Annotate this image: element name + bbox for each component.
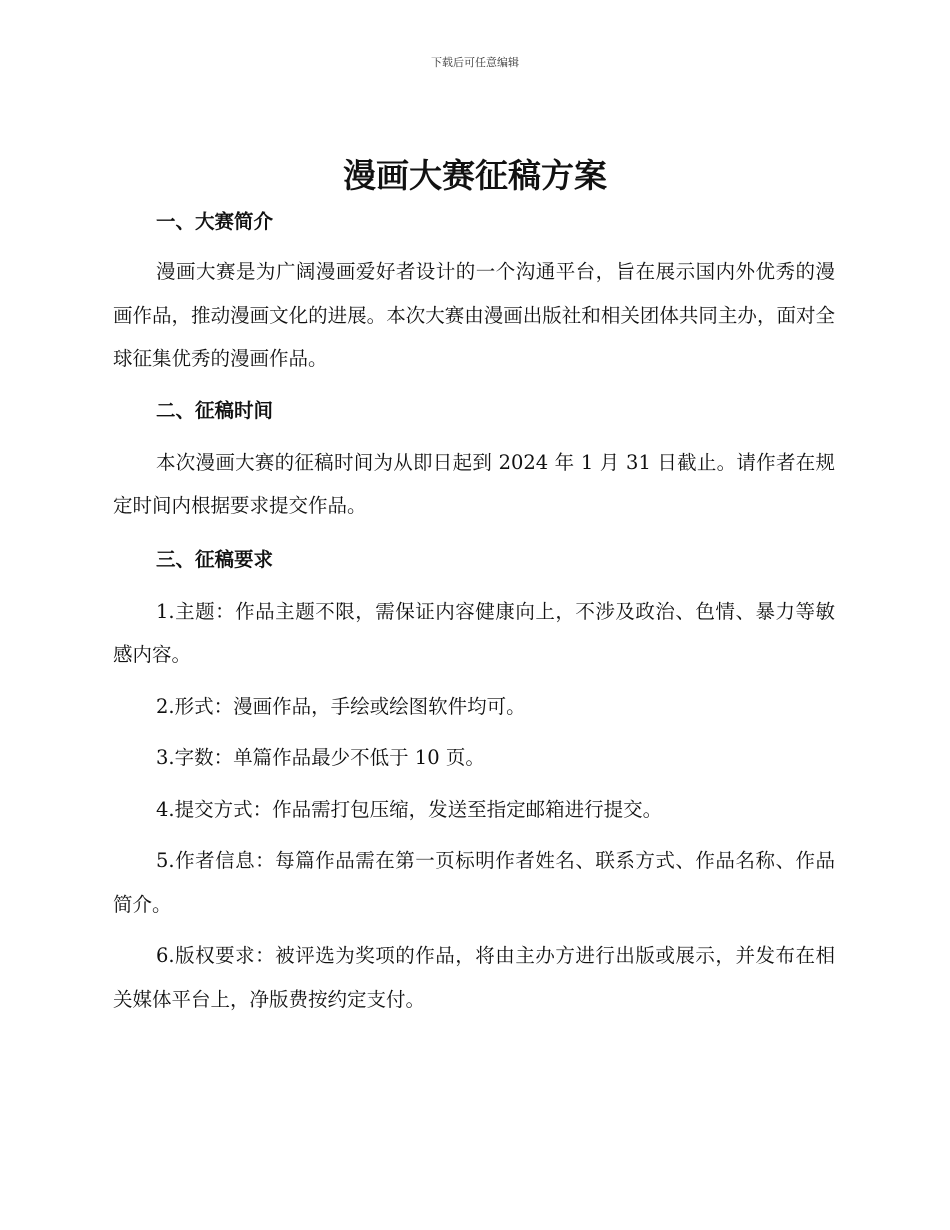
intro-paragraph: 漫画大赛是为广阔漫画爱好者设计的一个沟通平台，旨在展示国内外优秀的漫画作品，推动漫画文化的进展。本次大赛由漫画出版社和相关团体共同主办，面对全球征集优秀的漫画作品。 bbox=[113, 260, 835, 370]
section-heading-time: 二、征稿时间 bbox=[156, 398, 274, 422]
requirement-item-author-info: 5.作者信息：每篇作品需在第一页标明作者姓名、联系方式、作品名称、作品简介。 bbox=[113, 849, 835, 916]
document-title: 漫画大赛征稿方案 bbox=[343, 156, 607, 195]
document-body bbox=[113, 200, 835, 1021]
requirement-item-form: 2.形式：漫画作品，手绘或绘图软件均可。 bbox=[156, 694, 526, 718]
requirement-item-pages: 3.字数：单篇作品最少不低于 10 页。 bbox=[156, 746, 485, 769]
requirement-item-submission: 4.提交方式：作品需打包压缩，发送至指定邮箱进行提交。 bbox=[156, 797, 663, 821]
section-heading-intro: 一、大赛简介 bbox=[156, 210, 274, 233]
section-heading-requirements: 三、征稿要求 bbox=[156, 547, 274, 571]
requirement-item-theme: 1.主题：作品主题不限，需保证内容健康向上，不涉及政治、色情、暴力等敏感内容。 bbox=[113, 599, 835, 666]
header-note: 下载后可任意编辑 bbox=[431, 56, 519, 69]
time-paragraph: 本次漫画大赛的征稿时间为从即日起到 2024 年 1 月 31 日截止。请作者在规定时间内根据要求提交作品。 bbox=[113, 450, 835, 517]
requirement-item-copyright: 6.版权要求：被评选为奖项的作品，将由主办方进行出版或展示，并发布在相关媒体平台上，净版费按约定支付。 bbox=[113, 944, 835, 1011]
